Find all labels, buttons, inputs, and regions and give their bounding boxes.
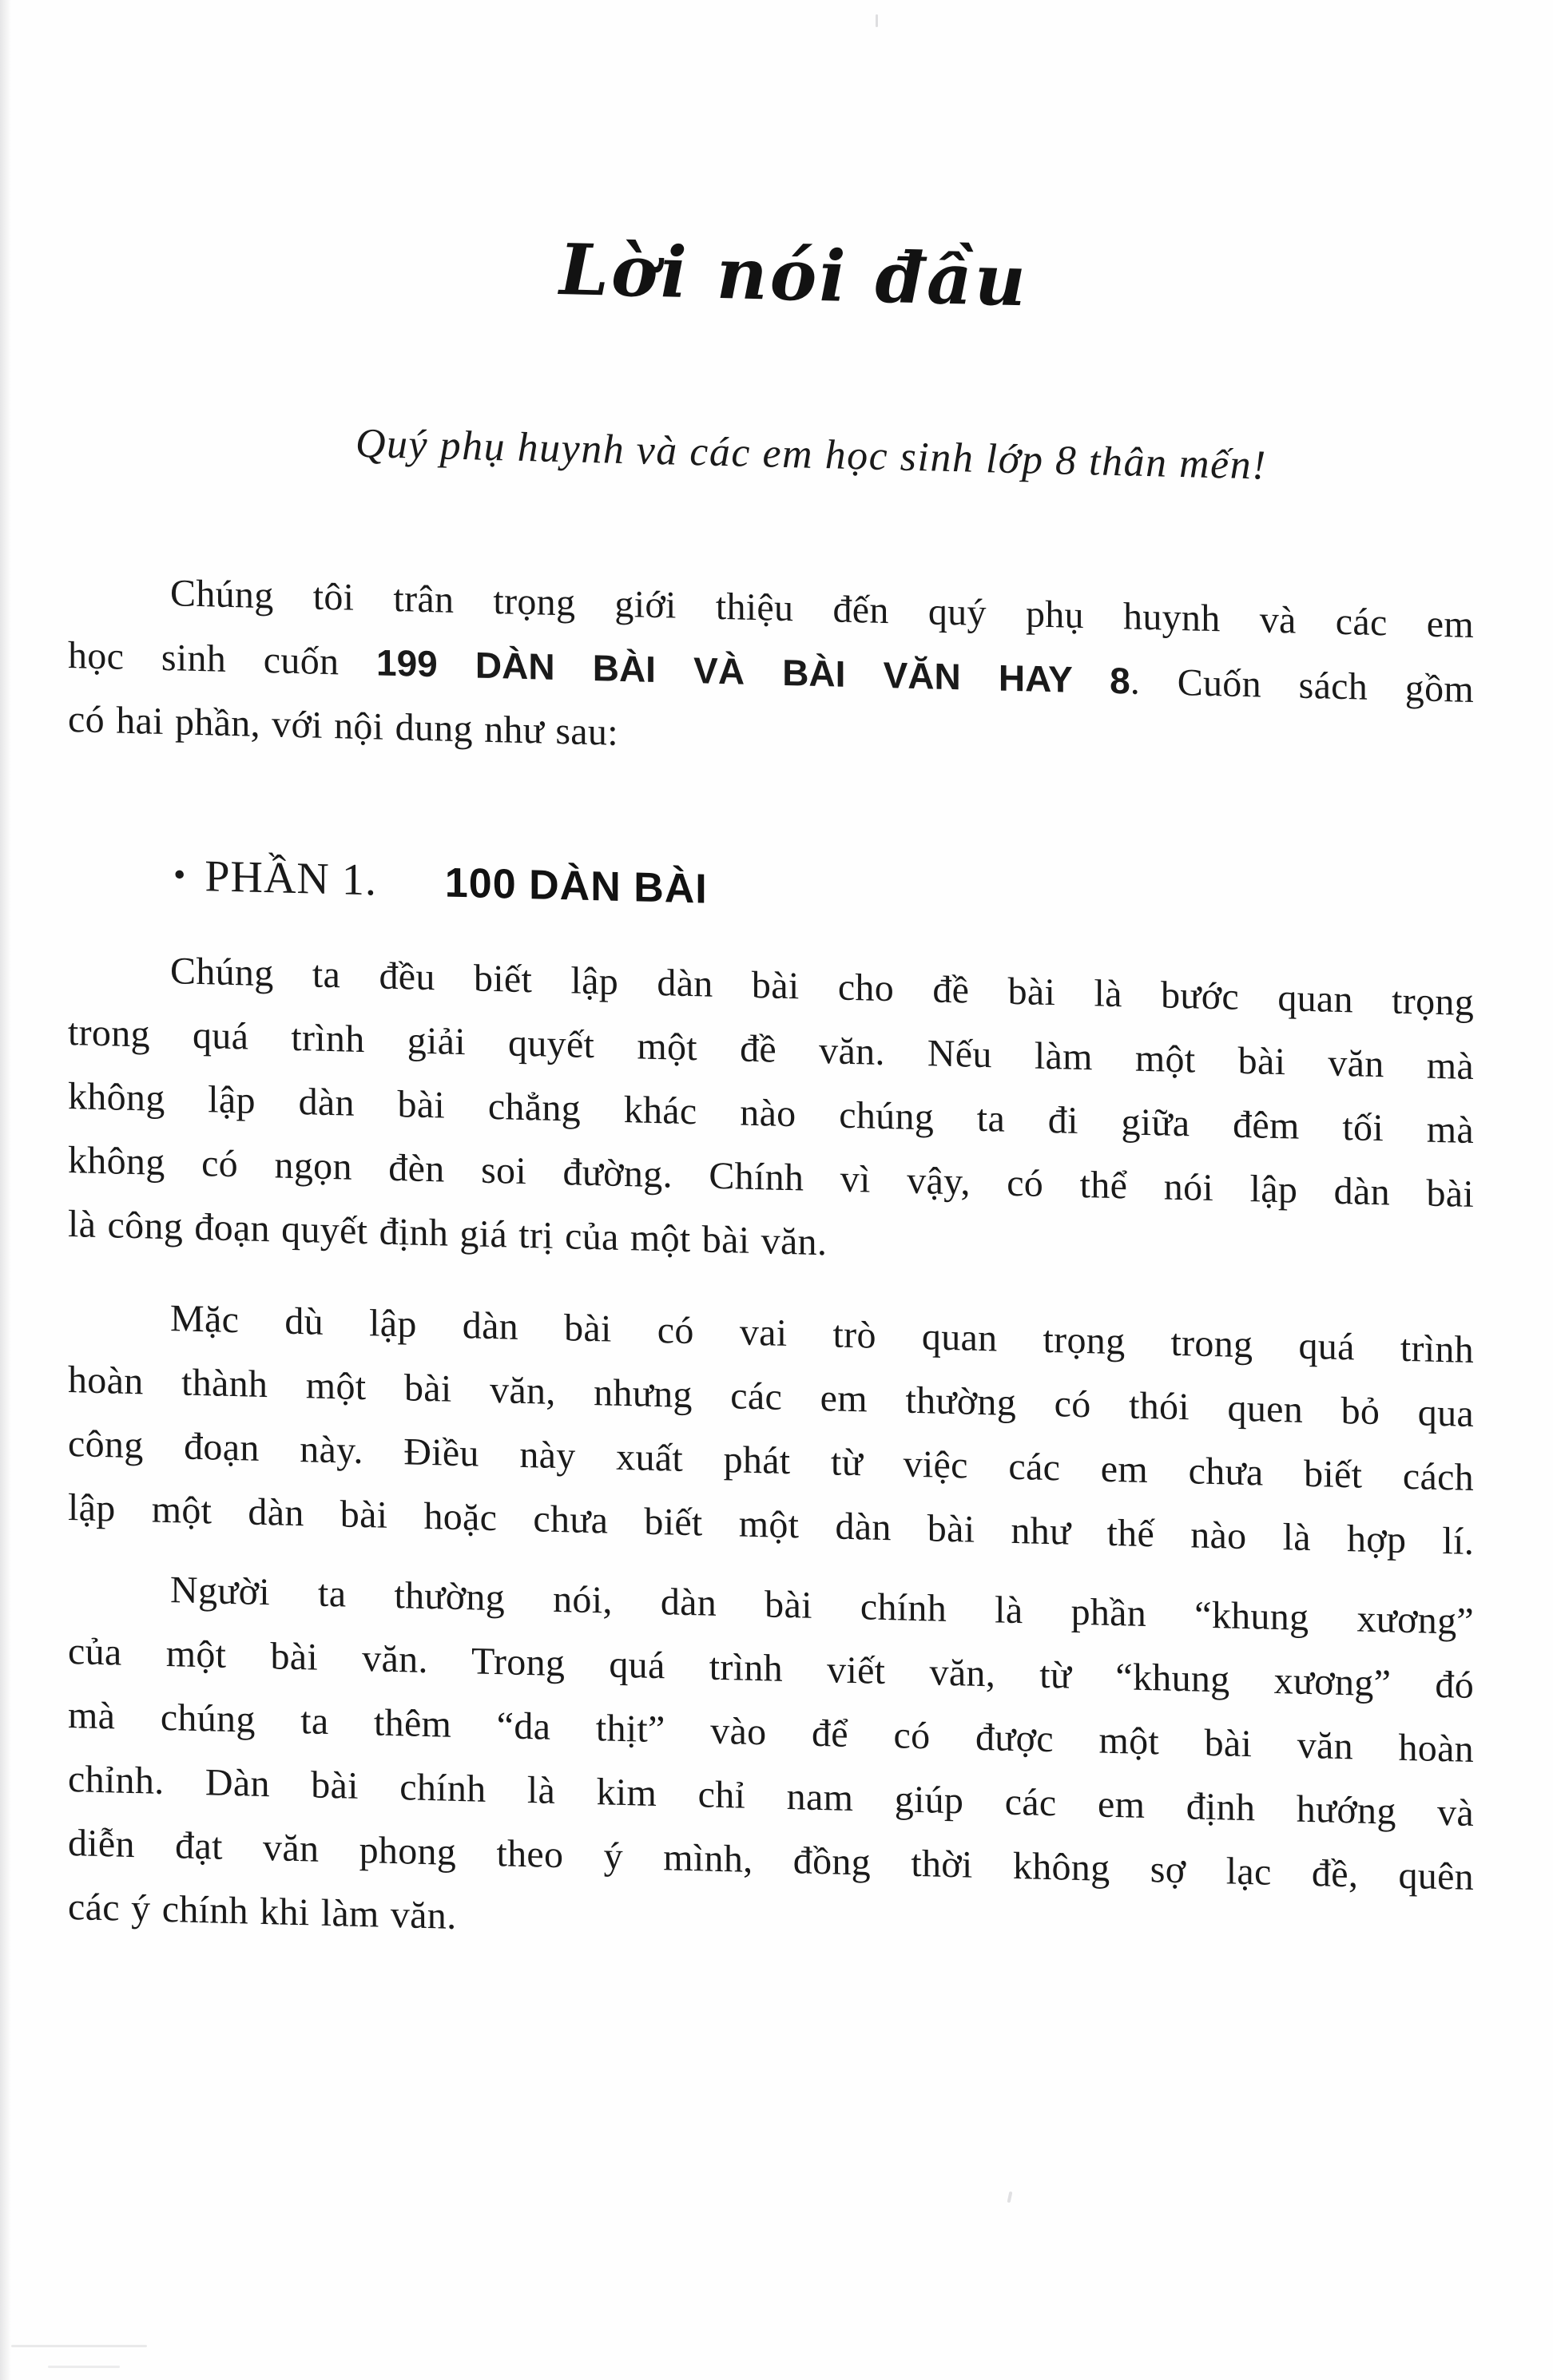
text-line: Chúng ta đều biết lập dàn bài cho đề bài là bước quan trọng <box>170 950 1474 1025</box>
outline-importance-paragraph <box>68 937 1474 1291</box>
intro-paragraph <box>68 559 1474 786</box>
text-line: Mặc dù lập dàn bài có vai trò quan trọng trong quá trình <box>170 1297 1474 1372</box>
book-title: 199 DÀN BÀI VÀ BÀI VĂN HAY 8 <box>376 641 1130 702</box>
text-line: chỉnh. Dàn bài chính là kim chỉ nam giúp các em định hướng và <box>68 1758 1474 1835</box>
salutation-line: Quý phụ huynh và các em học sinh lớp 8 thân mến! <box>355 420 1267 489</box>
text-line: các ý chính khi làm văn. <box>68 1886 457 1938</box>
text-line: lập một dàn bài hoặc chưa biết một dàn bài như thế nào là hợp lí. <box>68 1486 1474 1564</box>
part1-heading <box>68 840 1474 940</box>
student-habit-paragraph <box>68 1284 1474 1574</box>
text-line: Người ta thường nói, dàn bài chính là phần “khung xương” <box>170 1569 1474 1644</box>
text-segment: học sinh cuốn <box>68 634 376 684</box>
text-line: có hai phần, với nội dung như sau: <box>68 698 618 754</box>
scan-edge-shadow <box>0 0 11 2380</box>
scan-artifact <box>48 2366 120 2368</box>
text-line: mà chúng ta thêm “da thịt” vào để có được một bài văn hoàn <box>68 1694 1474 1771</box>
skeleton-metaphor-paragraph <box>68 1556 1474 1973</box>
text-line: diễn đạt văn phong theo ý mình, đồng thời không sợ lạc đề, quên <box>68 1822 1474 1899</box>
text-segment: . Cuốn sách gồm <box>1130 660 1475 712</box>
text-line: là công đoạn quyết định giá trị của một bài văn. <box>68 1203 828 1264</box>
scan-artifact <box>11 2345 147 2347</box>
part1-label: PHẦN 1. <box>205 851 377 906</box>
bullet-icon: • <box>173 855 186 894</box>
text-line: không có ngọn đèn soi đường. Chính vì vậy, có thể nói lập dàn bài <box>68 1139 1474 1216</box>
page-content <box>68 0 1474 1973</box>
text-line: hoàn thành một bài văn, nhưng các em thường có thói quen bỏ qua <box>68 1359 1474 1436</box>
page-title-script: Lời nói đầu <box>559 228 1028 323</box>
text-line: trong quá trình giải quyết một đề văn. Nếu làm một bài văn mà <box>68 1011 1474 1089</box>
scan-artifact <box>1007 2192 1013 2203</box>
text-line: của một bài văn. Trong quá trình viết văn, từ “khung xương” đó <box>68 1630 1474 1708</box>
text-line: không lập dàn bài chẳng khác nào chúng ta đi giữa đêm tối mà <box>68 1075 1474 1152</box>
text-line: công đoạn này. Điều này xuất phát từ việc các em chưa biết cách <box>68 1422 1474 1500</box>
text-line: Chúng tôi trân trọng giới thiệu đến quý phụ huynh và các em <box>170 572 1474 647</box>
part1-title: 100 DÀN BÀI <box>444 859 708 913</box>
